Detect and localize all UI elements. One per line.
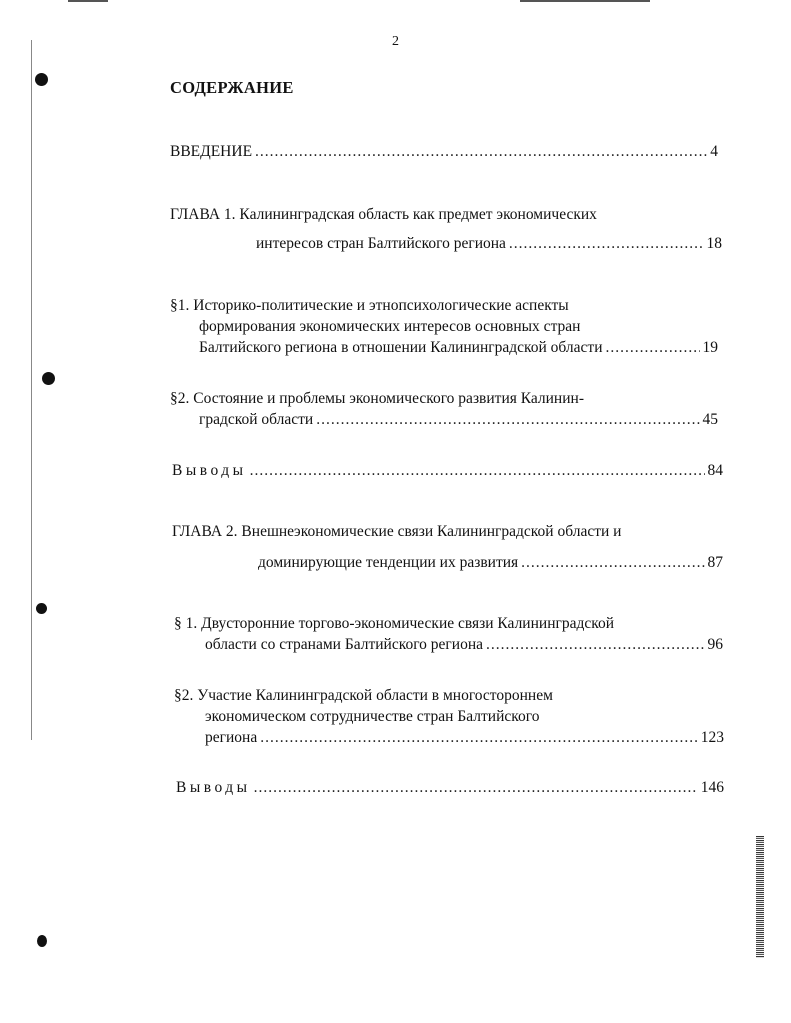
toc-entry-intro[interactable]: [170, 142, 718, 162]
punch-hole-mark: [36, 603, 47, 614]
toc-page: 19: [702, 339, 718, 356]
toc-page: 84: [707, 462, 723, 479]
toc-label: ВВЕДЕНИЕ: [170, 143, 253, 160]
toc-entry-s2-1[interactable]: [205, 635, 723, 655]
toc-label: доминирующие тенденции их развития: [258, 554, 519, 571]
toc-page: 96: [707, 636, 723, 653]
toc-page: 18: [706, 235, 722, 252]
scan-mark-top-left: [68, 0, 108, 2]
toc-leader: [254, 778, 698, 798]
toc-page: 87: [707, 554, 723, 571]
toc-leader: [521, 553, 704, 573]
toc-label: градской области: [199, 411, 314, 428]
scan-barcode-strip: [756, 836, 764, 958]
toc-entry-chapter1[interactable]: [256, 234, 722, 254]
toc-entry-chapter2[interactable]: [258, 553, 723, 573]
toc-leader: [255, 142, 707, 162]
toc-label: Выводы: [176, 779, 251, 796]
toc-leader: [486, 635, 704, 655]
toc-label: интересов стран Балтийского региона: [256, 235, 506, 252]
toc-chapter1-line1[interactable]: ГЛАВА 1. Калининградская область как предмет экономических: [170, 206, 597, 223]
toc-leader: [509, 234, 704, 254]
toc-s1-1-line2[interactable]: формирования экономических интересов основных стран: [199, 318, 581, 335]
toc-label: области со странами Балтийского региона: [205, 636, 484, 653]
toc-page: 45: [702, 411, 718, 428]
toc-entry-conclusions1[interactable]: [172, 461, 723, 481]
page-title: СОДЕРЖАНИЕ: [170, 78, 294, 97]
page-number: 2: [392, 34, 399, 49]
toc-label: Балтийского региона в отношении Калининградской области: [199, 339, 603, 356]
toc-page: 146: [700, 779, 724, 796]
toc-s1-1-line1[interactable]: §1. Историко-политические и этнопсихологические аспекты: [170, 297, 569, 314]
toc-leader: [250, 461, 705, 481]
scan-mark-top-right: [520, 0, 650, 2]
toc-leader: [260, 728, 698, 748]
punch-hole-mark: [37, 935, 47, 947]
toc-entry-conclusions2[interactable]: [176, 778, 724, 798]
toc-chapter2-line1[interactable]: ГЛАВА 2. Внешнеэкономические связи Калининградской области и: [172, 523, 622, 540]
toc-s2-2-line2[interactable]: экономическом сотрудничестве стран Балтийского: [205, 708, 540, 725]
toc-leader: [316, 410, 699, 430]
toc-s2-1-line1[interactable]: § 1. Двусторонние торгово-экономические связи Калининградской: [174, 615, 615, 632]
toc-s1-2-line1[interactable]: §2. Состояние и проблемы экономического развития Калинин-: [170, 390, 584, 407]
toc-leader: [606, 338, 700, 358]
toc-s2-2-line1[interactable]: §2. Участие Калининградской области в многостороннем: [174, 687, 553, 704]
toc-page: 123: [700, 729, 724, 746]
toc-label: региона: [205, 729, 258, 746]
toc-label: Выводы: [172, 462, 247, 479]
toc-entry-s1-1[interactable]: [199, 338, 718, 358]
scan-edge-line: [31, 40, 32, 740]
punch-hole-mark: [42, 372, 55, 385]
toc-page: 4: [710, 143, 718, 160]
punch-hole-mark: [35, 73, 48, 86]
toc-entry-s1-2[interactable]: [199, 410, 718, 430]
toc-entry-s2-2[interactable]: [205, 728, 724, 748]
